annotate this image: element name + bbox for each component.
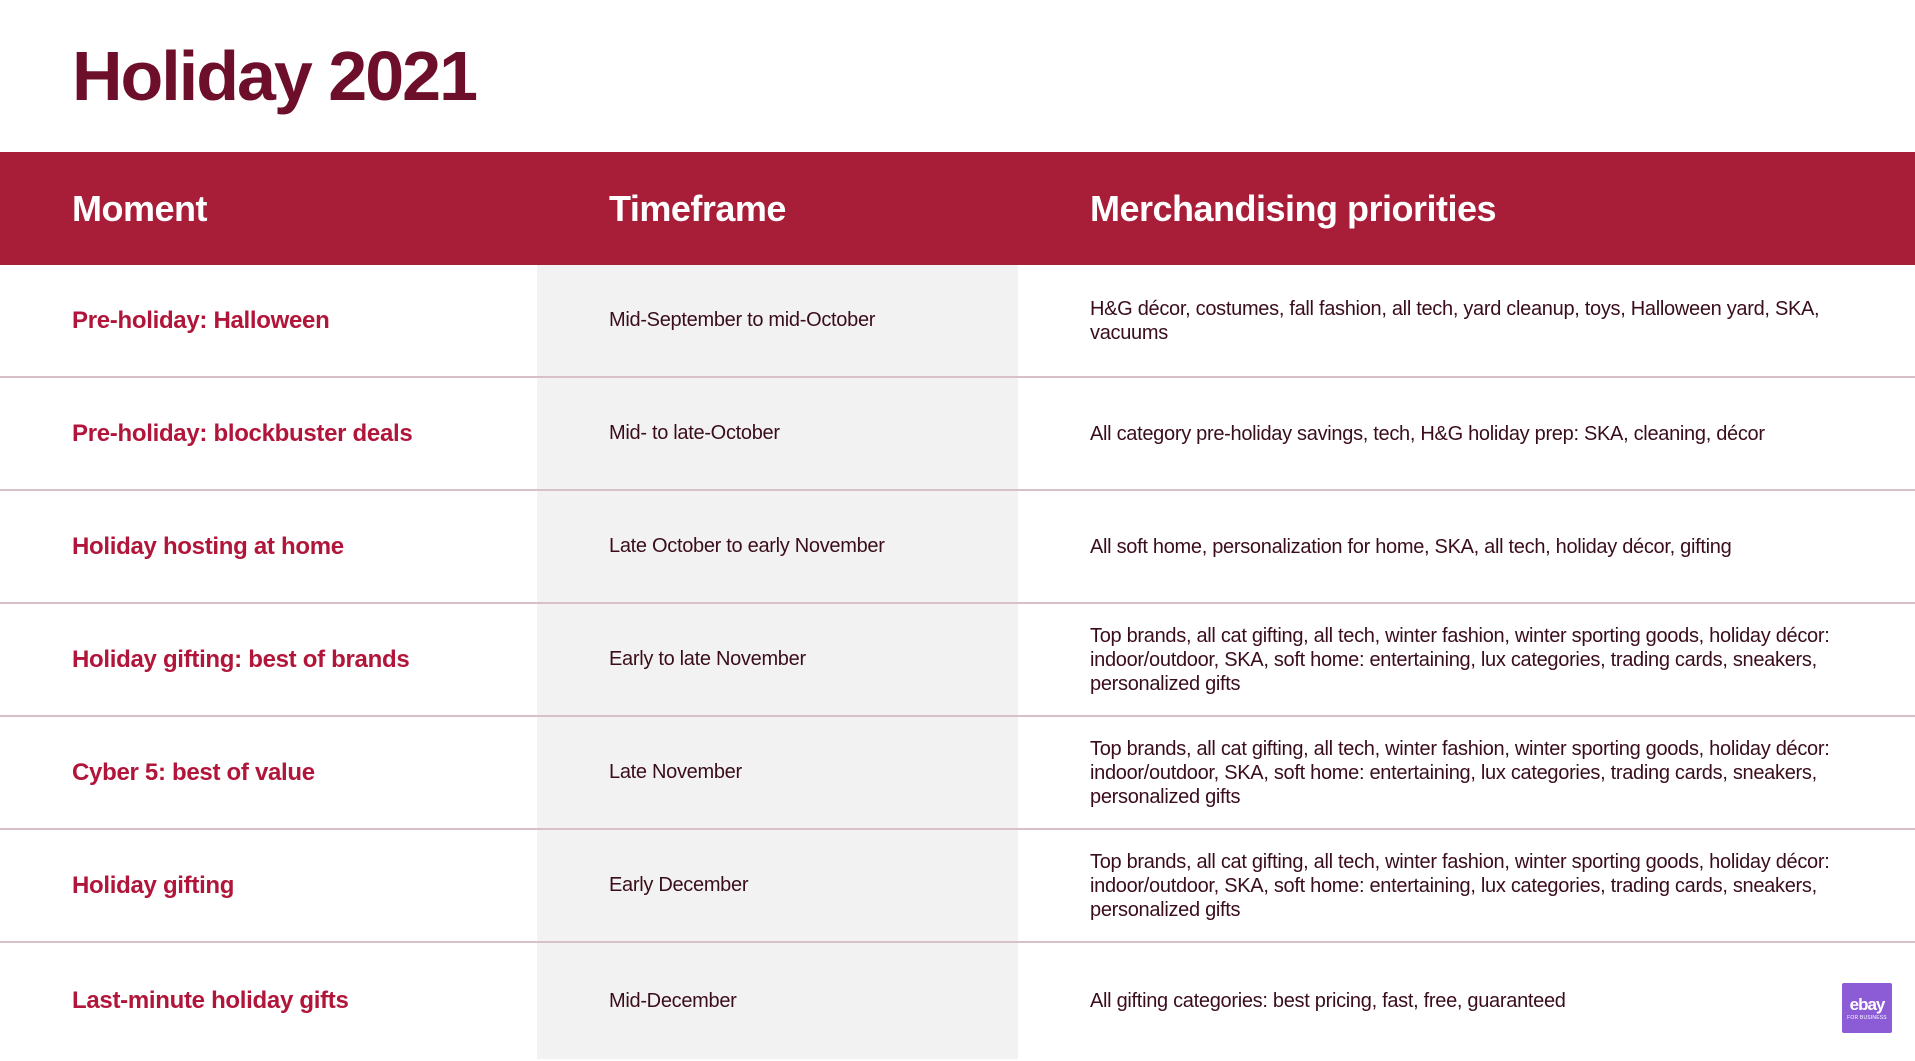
moment-cell: Last-minute holiday gifts [72,987,349,1014]
priorities-cell: Top brands, all cat gifting, all tech, winter fashion, winter sporting goods, holiday décor: indoor/outdoor, SKA, soft home: entertaining, lux categories, trading cards, sneakers, personalized gifts [1090,737,1830,808]
table-row [0,491,1915,604]
timeframe-cell: Late November [537,717,1018,828]
priorities-cell: H&G décor, costumes, fall fashion, all tech, yard cleanup, toys, Halloween yard, SKA, vacuums [1090,297,1820,344]
logo-tagline: FOR BUSINESS [1847,1014,1887,1021]
priorities-cell: Top brands, all cat gifting, all tech, winter fashion, winter sporting goods, holiday décor: indoor/outdoor, SKA, soft home: entertaining, lux categories, trading cards, sneakers, personalized gifts [1090,624,1830,695]
moment-cell: Pre-holiday: blockbuster deals [72,419,413,447]
logo-wordmark: ebay [1849,994,1885,1014]
header-timeframe: Timeframe [609,187,786,229]
timeframe-cell: Early December [537,830,1018,941]
timeframe-cell: Mid-September to mid-October [537,265,1018,376]
table-row [0,604,1915,717]
table-body [0,265,1915,1059]
moment-cell: Cyber 5: best of value [72,758,315,786]
priorities-cell: All soft home, personalization for home, SKA, all tech, holiday décor, gifting [1090,535,1732,558]
table-row [0,717,1915,830]
holiday-schedule-table [0,152,1915,1059]
moment-cell: Holiday hosting at home [72,532,344,560]
table-header [0,152,1915,265]
table-row [0,265,1915,378]
table-row [0,830,1915,943]
ebay-for-business-logo [1842,983,1892,1033]
priorities-cell: All gifting categories: best pricing, fast, free, guaranteed [1090,990,1566,1012]
timeframe-cell: Mid- to late-October [537,378,1018,489]
timeframe-cell: Early to late November [537,604,1018,715]
priorities-cell: All category pre-holiday savings, tech, H&G holiday prep: SKA, cleaning, décor [1090,422,1765,445]
moment-cell: Holiday gifting: best of brands [72,645,410,673]
timeframe-cell: Late October to early November [537,491,1018,602]
moment-cell: Holiday gifting [72,871,235,899]
page-title: Holiday 2021 [72,37,476,115]
priorities-cell: Top brands, all cat gifting, all tech, winter fashion, winter sporting goods, holiday décor: indoor/outdoor, SKA, soft home: entertaining, lux categories, trading cards, sneakers, personalized gifts [1090,850,1830,921]
header-priorities: Merchandising priorities [1090,187,1497,229]
timeframe-cell: Mid-December [537,943,1018,1059]
header-moment: Moment [72,187,207,229]
moment-cell: Pre-holiday: Halloween [72,306,330,334]
table-row [0,943,1915,1059]
table-row [0,378,1915,491]
